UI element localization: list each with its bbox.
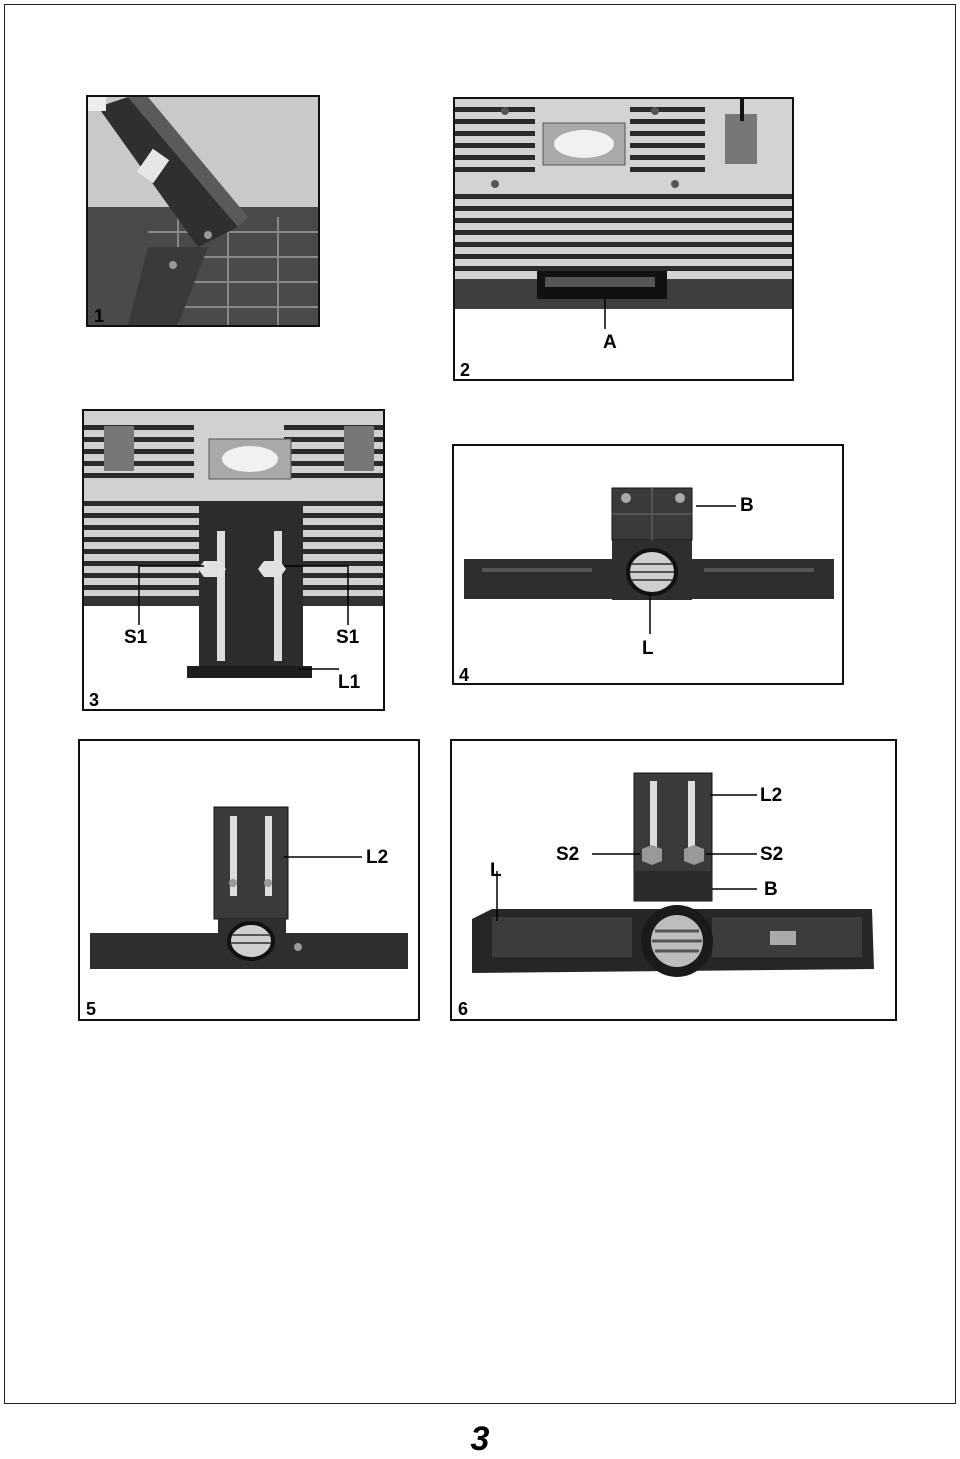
figure-1 [86,95,320,327]
figure-4 [452,444,844,685]
figure-2 [453,97,794,381]
figure-3-label-s1-right: S1 [336,627,360,648]
figure-3 [82,409,385,711]
figure-6-label-b: B [764,879,778,900]
figure-3-label-s1-left: S1 [124,627,148,648]
figure-1-number: 1 [94,306,105,326]
page-number: 3 [470,1420,490,1458]
figure-2-leader [455,99,792,379]
figure-4-label-b: B [740,495,754,516]
figure-4-number: 4 [459,665,470,685]
figure-5 [78,739,420,1021]
figure-6-label-l: L [490,860,502,881]
figure-5-number: 5 [86,999,97,1019]
figure-5-label-l2: L2 [366,847,389,868]
figure-2-number: 2 [460,360,471,380]
figure-3-photo [84,411,383,709]
figure-2-label-a: A [603,332,617,353]
figure-6-label-s2-right: S2 [760,844,784,865]
figure-6-label-l2: L2 [760,785,783,806]
figure-6-label-s2-left: S2 [556,844,580,865]
figure-6-photo [452,741,895,1019]
figure-4-label-l: L [642,638,654,659]
figure-5-photo [80,741,418,1019]
figure-6-number: 6 [458,999,469,1019]
figure-3-number: 3 [89,690,100,710]
figure-3-label-l1: L1 [338,672,361,693]
figure-1-photo [88,97,318,325]
figure-6 [450,739,897,1021]
